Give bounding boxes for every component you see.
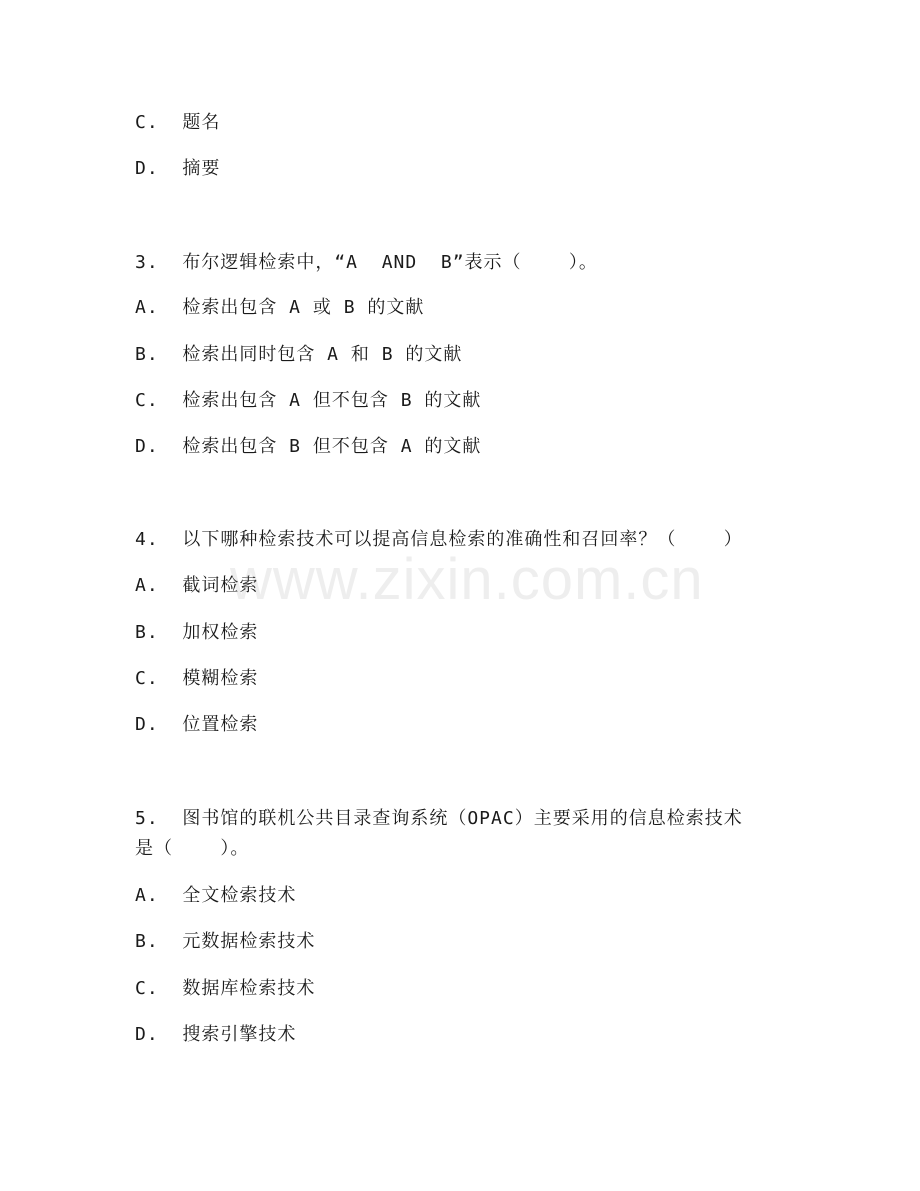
q2-option-c: C. 题名	[135, 112, 221, 133]
q5-option-a: A. 全文检索技术	[135, 885, 297, 906]
q4-option-d: D. 位置检索	[135, 714, 259, 735]
q4-stem: 4. 以下哪种检索技术可以提高信息检索的准确性和召回率？（ ）	[135, 529, 743, 550]
q3-option-b: B. 检索出同时包含 A 和 B 的文献	[135, 344, 463, 365]
q4-option-a: A. 截词检索	[135, 575, 259, 596]
q4-option-c: C. 模糊检索	[135, 668, 259, 689]
q4-option-b: B. 加权检索	[135, 622, 259, 643]
q3-option-c: C. 检索出包含 A 但不包含 B 的文献	[135, 390, 482, 411]
watermark-text: www.zixin.com.cn	[230, 547, 704, 612]
q5-option-b: B. 元数据检索技术	[135, 931, 316, 952]
q3-stem: 3. 布尔逻辑检索中，“A AND B”表示（ ）。	[135, 252, 598, 273]
q5-stem-line1: 5. 图书馆的联机公共目录查询系统（OPAC）主要采用的信息检索技术	[135, 808, 743, 829]
q5-stem-line2: 是（ ）。	[135, 838, 250, 859]
q5-option-c: C. 数据库检索技术	[135, 978, 316, 999]
q5-option-d: D. 搜索引擎技术	[135, 1024, 297, 1045]
q3-option-d: D. 检索出包含 B 但不包含 A 的文献	[135, 436, 482, 457]
q3-option-a: A. 检索出包含 A 或 B 的文献	[135, 297, 425, 318]
q2-option-d: D. 摘要	[135, 158, 221, 179]
